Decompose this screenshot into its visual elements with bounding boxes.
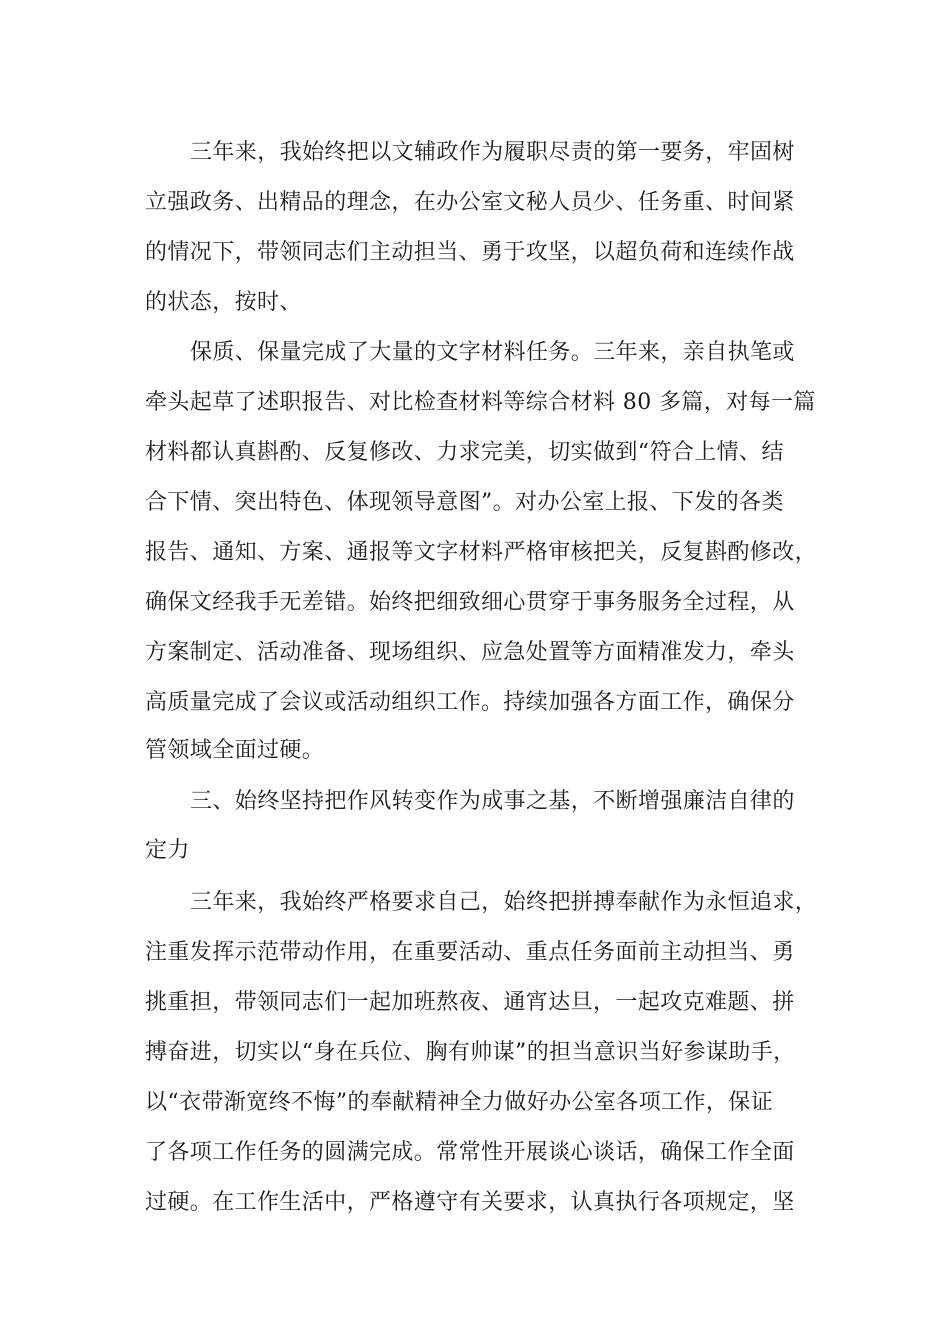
text-line: 搏奋进，切实以“身在兵位、胸有帅谋”的担当意识当好参谋助手， <box>145 1040 796 1065</box>
text-line: 材料都认真斟酌、反复修改、力求完美，切实做到“符合上情、结 <box>145 440 784 465</box>
text-line: 保质、保量完成了大量的文字材料任务。三年来，亲自执笔或 <box>190 340 795 365</box>
text-line: 高质量完成了会议或活动组织工作。持续加强各方面工作，确保分 <box>145 690 795 715</box>
text-line: 的状态，按时、 <box>145 290 302 315</box>
text-line: 管领域全面过硬。 <box>145 738 325 763</box>
text-line: 的情况下，带领同志们主动担当、勇于攻坚，以超负荷和连续作战 <box>145 240 795 265</box>
text-line: 合下情、突出特色、体现领导意图”。对办公室上报、下发的各类 <box>145 490 784 515</box>
text-line: 了各项工作任务的圆满完成。常常性开展谈心谈话，确保工作全面 <box>145 1140 795 1165</box>
text-line: 三年来，我始终严格要求自己，始终把拼搏奉献作为永恒追求， <box>190 890 818 915</box>
text-line: 方案制定、活动准备、现场组织、应急处置等方面精准发力，牵头 <box>145 640 795 665</box>
text-line: 立强政务、出精品的理念，在办公室文秘人员少、任务重、时间紧 <box>145 190 795 215</box>
text-line: 三、始终坚持把作风转变作为成事之基，不断增强廉洁自律的 <box>190 789 795 814</box>
text-line: 过硬。在工作生活中，严格遵守有关要求，认真执行各项规定，坚 <box>145 1190 795 1215</box>
text-line: 报告、通知、方案、通报等文字材料严格审核把关，反复斟酌修改， <box>145 540 818 565</box>
text-line: 定力 <box>145 838 190 863</box>
text-line: 以“衣带渐宽终不悔”的奉献精神全力做好办公室各项工作，保证 <box>145 1090 774 1115</box>
text-line: 确保文经我手无差错。始终把细致细心贯穿于事务服务全过程，从 <box>145 590 795 615</box>
text-line: 注重发挥示范带动作用，在重要活动、重点任务面前主动担当、勇 <box>145 940 795 965</box>
text-line: 牵头起草了述职报告、对比检查材料等综合材料 80 多篇，对每一篇 <box>145 390 816 415</box>
text-line: 三年来，我始终把以文辅政作为履职尽责的第一要务，牢固树 <box>190 140 795 165</box>
text-line: 挑重担，带领同志们一起加班熬夜、通宵达旦，一起攻克难题、拼 <box>145 990 795 1015</box>
